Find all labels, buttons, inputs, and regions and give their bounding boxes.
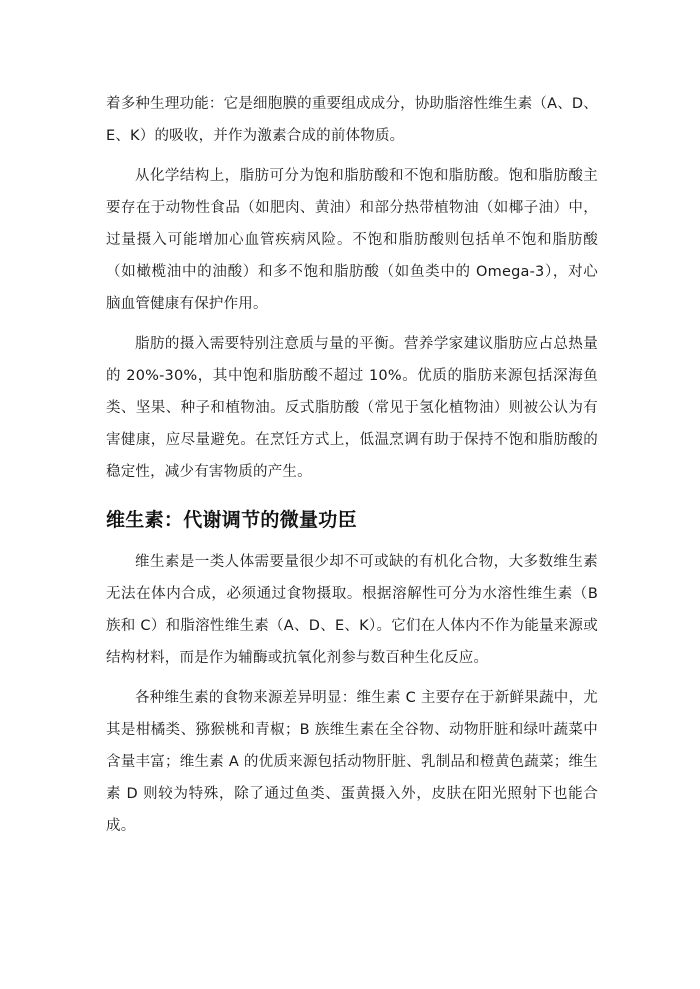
paragraph-fat-functions: 着多种生理功能：它是细胞膜的重要组成成分，协助脂溶性维生素（A、D、E、K）的吸收，并作为激素合成的前体物质。 (106, 96, 598, 144)
paragraph-vitamins-intro: 维生素是一类人体需要量很少却不可或缺的有机化合物，大多数维生素无法在体内合成，必须通过食物摄取。根据溶解性可分为水溶性维生素（B 族和 C）和脂溶性维生素（A、D、E、K）。它们在人体内不作为能量来源或结构材料，而是作为辅酶或抗氧化剂参与数百种生化反应。 (106, 554, 598, 666)
document-body (106, 88, 598, 842)
paragraph-fat-intake: 脂肪的摄入需要特别注意质与量的平衡。营养学家建议脂肪应占总热量的 20%-30%，其中饱和脂肪酸不超过 10%。优质的脂肪来源包括深海鱼类、坚果、种子和植物油。反式脂肪酸（常见于氢化植物油）则被公认为有害健康，应尽量避免。在烹饪方式上，低温烹调有助于保持不饱和脂肪酸的稳定性，减少有害物质的产生。 (106, 336, 598, 480)
paragraph-vitamins-sources: 各种维生素的食物来源差异明显：维生素 C 主要存在于新鲜果蔬中，尤其是柑橘类、猕猴桃和青椒；B 族维生素在全谷物、动物肝脏和绿叶蔬菜中含量丰富；维生素 A 的优质来源包括动物肝脏、乳制品和橙黄色蔬菜；维生素 D 则较为特殊，除了通过鱼类、蛋黄摄入外，皮肤在阳光照射下也能合成。 (106, 690, 598, 834)
paragraph-fat-structure: 从化学结构上，脂肪可分为饱和脂肪酸和不饱和脂肪酸。饱和脂肪酸主要存在于动物性食品（如肥肉、黄油）和部分热带植物油（如椰子油）中，过量摄入可能增加心血管疾病风险。不饱和脂肪酸则包括单不饱和脂肪酸（如橄榄油中的油酸）和多不饱和脂肪酸（如鱼类中的 Omega-3），对心脑血管健康有保护作用。 (106, 168, 598, 312)
section-heading-vitamins: 维生素：代谢调节的微量功臣 (106, 509, 357, 531)
